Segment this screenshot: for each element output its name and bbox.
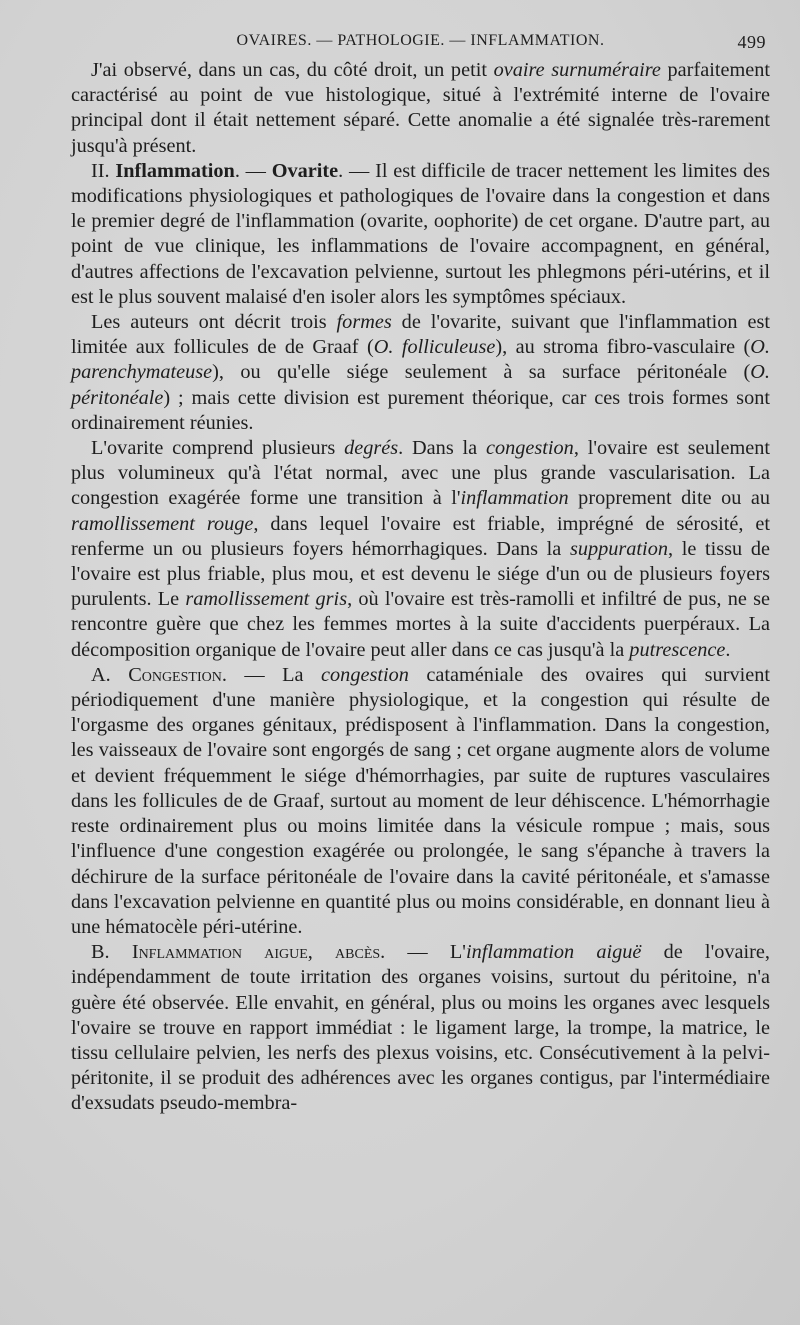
italic-term: suppuration	[569, 537, 668, 560]
italic-term: O. péritonéale	[71, 361, 770, 409]
text-run: de l'ovaire, indépendamment de toute irritation des organes voisins, surtout du péritoine, n'a guère été observée. Elle envahit, en général, plus ou moins les organes avec lesquels l'ovaire se trouve en rapport immédiat : le ligament large, la trompe, la matrice, le tissu cellulaire pelvien, les nerfs des plexus voisins, etc. Consécutivement à la pelvi-péritonite, il se produit des adhérences avec les organes contigus, par l'intermédiaire d'exsudats pseudo-membra-	[71, 941, 770, 1115]
text-run: , dans lequel l'ovaire est friable, imprégné de sérosité, et renferme un ou plusieurs foyers hémorrhagiques. Dans la	[71, 512, 770, 560]
italic-term: formes	[336, 311, 392, 334]
italic-term: inflammation aiguë	[465, 941, 642, 964]
text-run: de l'ovarite, suivant que l'inflammation est limitée aux follicules de de Graaf (	[71, 311, 770, 359]
text-run: ) ; mais cette division est purement théorique, car ces trois formes sont ordinairement réunies.	[71, 386, 770, 434]
italic-term: ovaire surnuméraire	[493, 59, 661, 81]
text-run: proprement dite ou au	[568, 487, 770, 510]
italic-term: ramollissement gris	[185, 588, 348, 611]
text-run: .	[725, 638, 731, 661]
text-run: , où l'ovaire est très-ramolli et infiltré de pus, ne se rencontre guère que chez les femmes mortes à la suite d'accidents puerpéraux. La décomposition organique de l'ovaire peut aller dans ce cas jusqu'à la	[71, 588, 770, 661]
text-run: J'ai observé, dans un cas, du côté droit, un petit	[91, 59, 494, 81]
text-run: , le tissu de l'ovaire est plus friable, plus mou, et est devenu le siége d'un ou de plusieurs foyers purulents. Le	[71, 537, 770, 611]
italic-term: congestion	[321, 663, 409, 686]
text-run: . — La	[221, 663, 322, 686]
text-run: . — L'	[380, 941, 466, 964]
text-run: Les auteurs ont décrit trois	[91, 311, 337, 334]
text-run: , l'ovaire est seulement plus volumineux qu'à l'état normal, avec une plus grande vascularisation. La congestion exagérée forme une transition à l'	[71, 437, 771, 510]
paragraph-acute-inflammation	[71, 940, 770, 1116]
italic-term: degrés	[344, 437, 399, 460]
italic-term: O. folliculeuse	[373, 336, 496, 359]
text-run: . — Il est difficile de tracer nettement les limites des modifications physiologiques et pathologiques de l'ovaire dans la congestion et dans le premier degré de l'inflammation (ovarite, oophorite) de cet organe. D'autre part, au point de vue clinique, les inflammations de l'ovaire accompagnent, en général, d'autres affections de l'excavation pelvienne, surtout les phlegmons péri-utérins, et il est le plus souvent malaisé d'en isoler alors les symptômes spéciaux.	[71, 159, 771, 308]
italic-term: inflammation	[460, 487, 569, 510]
text-run: ), au stroma fibro-vasculaire (	[495, 336, 751, 359]
text-run: cataméniale des ovaires qui survient périodiquement d'une manière physiologique, et la congestion qui résulte de l'orgasme des organes génitaux, prédisposent à l'inflammation. Dans la congestion, les vaisseaux de l'ovaire sont engorgés de sang ; cet organe augmente alors de volume et devient fréquemment le siége d'hémorrhagies, par suite de ruptures vasculaires dans les follicules de de Graaf, surtout au moment de leur déhiscence. L'hémorrhagie reste ordinairement plus ou moins limitée dans la vésicule rompue ; mais, sous l'influence d'une congestion exagérée ou prolongée, le sang s'épanche à travers la déchirure de la surface péritonéale de l'ovaire dans la cavité péritonéale, et s'amasse dans l'excavation pelvienne en quantité plus ou moins considérable, en donnant lieu à une hématocèle péri-utérine.	[71, 663, 770, 938]
section-heading: Congestion	[128, 663, 222, 686]
paragraph-degrees	[71, 436, 770, 663]
running-title: OVAIRES. — PATHOLOGIE. — INFLAMMATION.	[236, 32, 605, 49]
text-run: . Dans la	[398, 437, 486, 460]
running-head	[71, 32, 770, 58]
paragraph-inflammation-ovarite	[71, 159, 770, 310]
italic-term: congestion	[485, 437, 574, 460]
section-heading: Inflammation	[115, 159, 235, 182]
paragraph-supernumerary-ovary	[71, 58, 770, 159]
italic-term: putrescence	[629, 638, 726, 661]
body-text	[71, 58, 770, 1117]
paragraph-congestion	[71, 663, 770, 940]
section-letter: B.	[91, 941, 132, 964]
text-run: L'ovarite comprend plusieurs	[91, 437, 345, 460]
section-subheading: Ovarite	[271, 159, 339, 182]
section-heading: Inflammation aigue, abcès	[131, 941, 381, 964]
italic-term: ramollissement rouge	[71, 512, 254, 535]
text-run: . —	[234, 159, 272, 182]
section-letter: A.	[91, 663, 129, 686]
paragraph-forms	[71, 310, 770, 436]
page-number: 499	[737, 32, 766, 52]
section-number: II.	[91, 159, 116, 182]
italic-term: O. parenchymateuse	[71, 336, 770, 384]
text-run: parfaitement caractérisé au point de vue histologique, situé à l'extrémité interne de l'ovaire principal dont il était nettement séparé. Cette anomalie a été signalée très-rarement jusqu'à présent.	[71, 59, 771, 157]
text-run: ), ou qu'elle siége seulement à sa surface péritonéale (	[212, 361, 751, 384]
